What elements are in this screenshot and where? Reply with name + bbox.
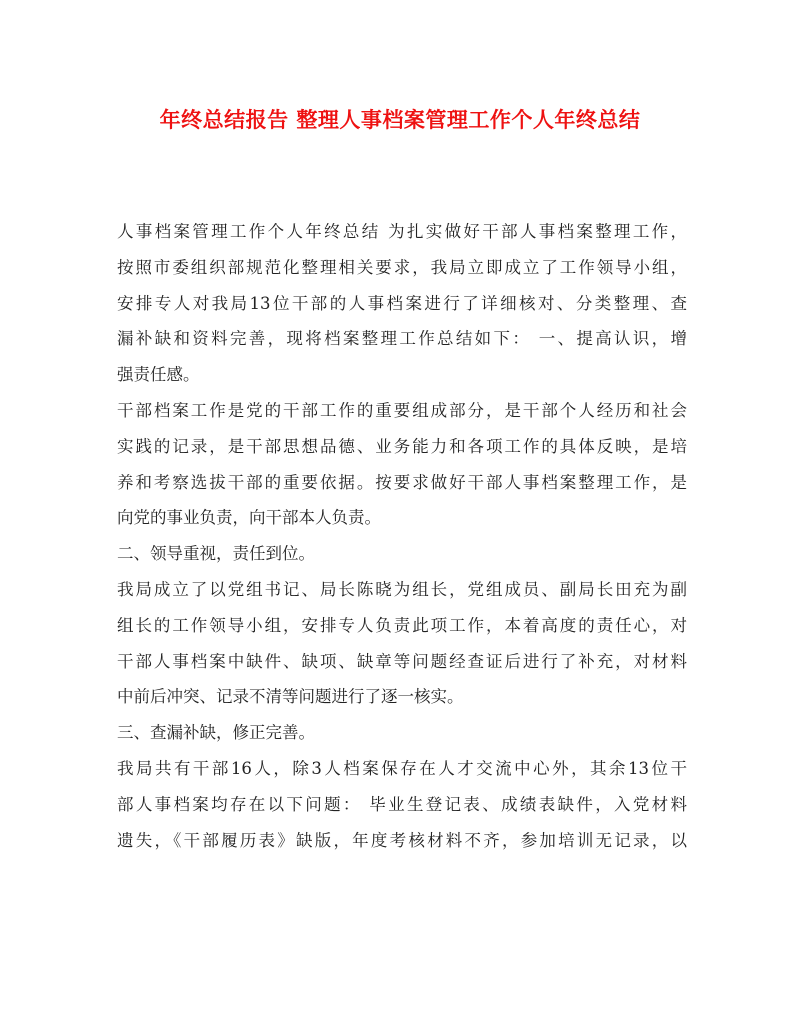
section-heading: 二、领导重视，责任到位。 (117, 544, 315, 564)
body-line: 组长的工作领导小组，安排专人负责此项工作，本着高度的责任心，对 (117, 615, 687, 635)
document-body (117, 214, 687, 858)
body-line: 中前后冲突、记录不清等问题进行了逐一核实。 (117, 687, 464, 707)
section-heading: 三、查漏补缺，修正完善。 (117, 723, 315, 743)
body-line: 养和考察选拔干部的重要依据。按要求做好干部人事档案整理工作，是 (117, 472, 687, 492)
body-line: 我局共有干部16人，除3人档案保存在人才交流中心外，其余13位干 (117, 758, 687, 778)
body-line: 我局成立了以党组书记、局长陈晓为组长，党组成员、副局长田充为副 (117, 579, 687, 599)
body-line: 按照市委组织部规范化整理相关要求，我局立即成立了工作领导小组， (117, 257, 687, 277)
body-line: 向党的事业负责，向干部本人负责。 (117, 508, 381, 528)
body-line: 强责任感。 (117, 365, 200, 385)
document-title: 年终总结报告 整理人事档案管理工作个人年终总结 (159, 107, 641, 132)
body-line: 安排专人对我局13位干部的人事档案进行了详细核对、分类整理、查 (117, 293, 687, 313)
body-line: 实践的记录，是干部思想品德、业务能力和各项工作的具体反映，是培 (117, 436, 687, 456)
body-line: 部人事档案均存在以下问题： 毕业生登记表、成绩表缺件，入党材料 (117, 794, 687, 814)
body-line: 漏补缺和资料完善，现将档案整理工作总结如下： 一、提高认识，增 (117, 329, 687, 349)
body-line: 遗失，《干部履历表》缺版，年度考核材料不齐，参加培训无记录，以 (117, 830, 687, 850)
body-line: 人事档案管理工作个人年终总结 为扎实做好干部人事档案整理工作， (117, 222, 687, 241)
body-line: 干部档案工作是党的干部工作的重要组成部分，是干部个人经历和社会 (117, 400, 687, 420)
body-line: 干部人事档案中缺件、缺项、缺章等问题经查证后进行了补充，对材料 (117, 651, 687, 671)
